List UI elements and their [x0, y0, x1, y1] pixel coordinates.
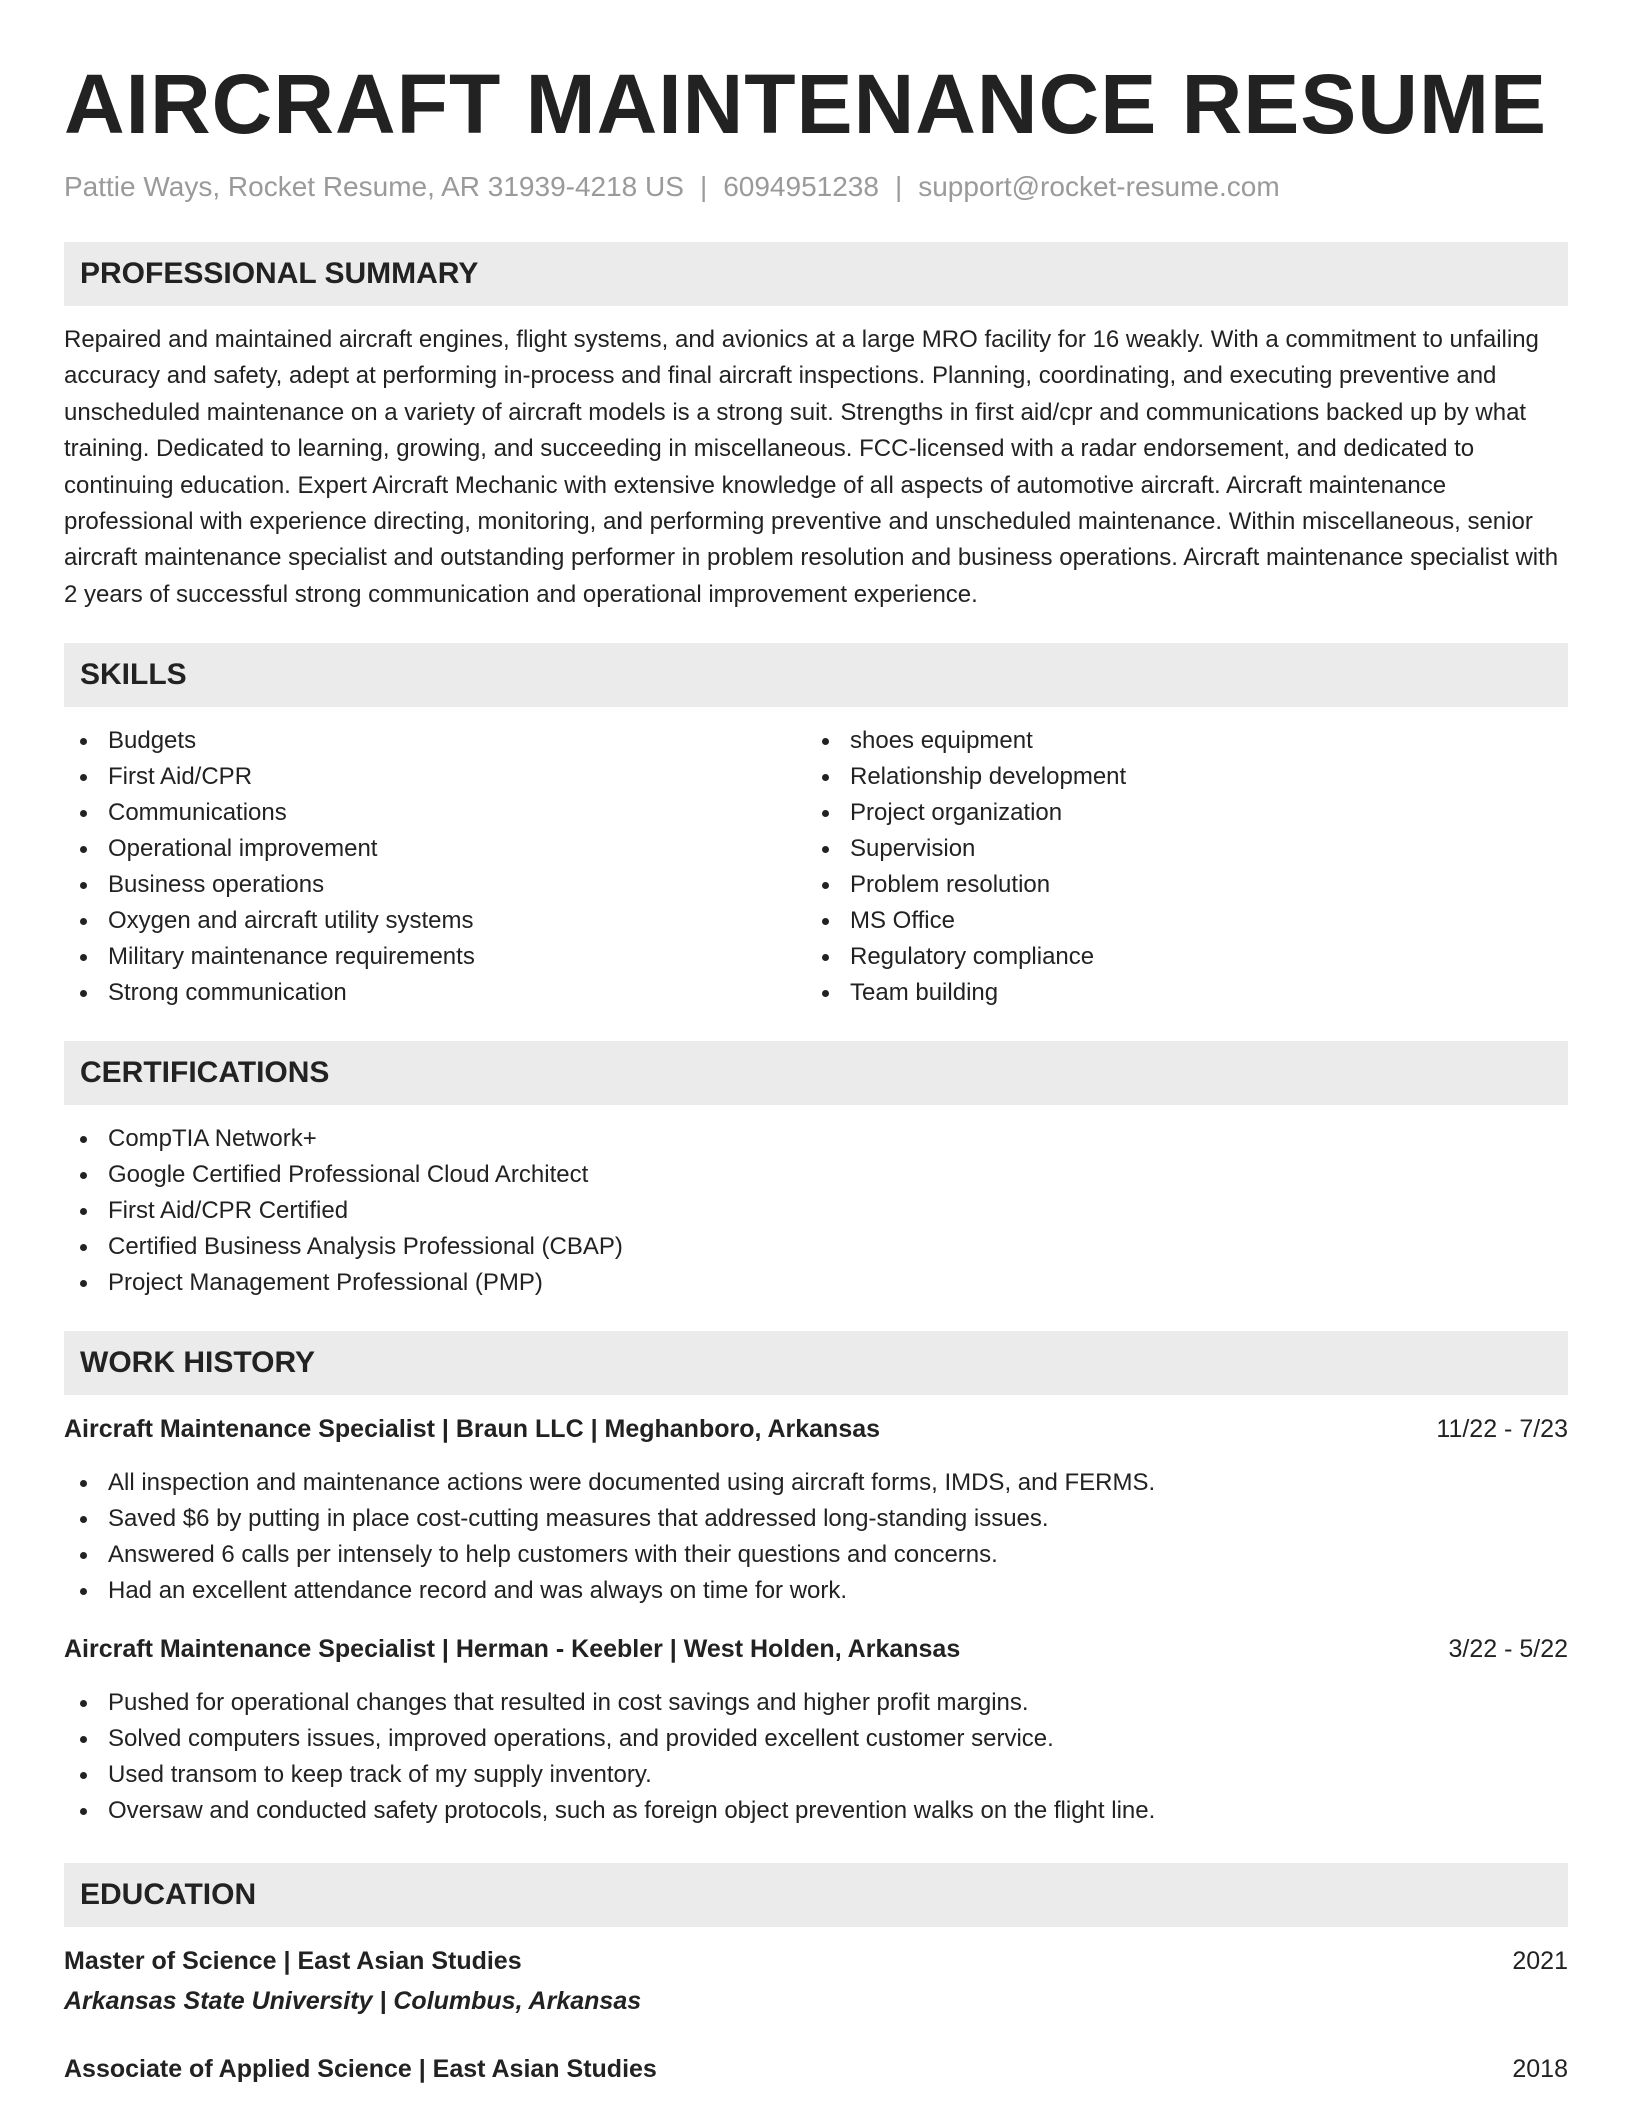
skill-item: Supervision: [806, 831, 1548, 867]
job-header: [64, 1411, 1568, 1447]
skill-item: MS Office: [806, 903, 1548, 939]
education-degree: Associate of Applied Science | East Asian Studies: [64, 2055, 657, 2084]
section-header-education: EDUCATION: [64, 1863, 1568, 1927]
job-entry: [64, 1411, 1568, 1609]
education-school: Arkansas State University | Columbus, Arkansas: [64, 1987, 642, 2016]
skill-item: Team building: [806, 975, 1548, 1011]
skill-item: Strong communication: [64, 975, 806, 1011]
skill-item: Regulatory compliance: [806, 939, 1548, 975]
section-header-summary: PROFESSIONAL SUMMARY: [64, 242, 1568, 306]
job-dates: 3/22 - 5/22: [1448, 1635, 1568, 1664]
certification-item: CompTIA Network+: [64, 1121, 1568, 1157]
certification-item: Certified Business Analysis Professional (CBAP): [64, 1229, 1568, 1265]
skill-item: Problem resolution: [806, 867, 1548, 903]
section-header-certifications: CERTIFICATIONS: [64, 1041, 1568, 1105]
skill-item: Project organization: [806, 795, 1548, 831]
job-title: Aircraft Maintenance Specialist | Herman - Keebler | West Holden, Arkansas: [64, 1635, 961, 1664]
summary-text: Repaired and maintained aircraft engines, flight systems, and avionics at a large MRO facility for 16 weakly. With a commitment to unfailing accuracy and safety, adept at performing in-process and final aircraft inspections. Planning, coordinating, and executing preventive and unscheduled maintenance on a variety of aircraft models is a strong suit. Strengths in first aid/cpr and communications backed up by what training. Dedicated to learning, growing, and succeeding in miscellaneous. FCC-licensed with a radar endorsement, and dedicated to continuing education. Expert Aircraft Mechanic with extensive knowledge of all aspects of automotive aircraft. Aircraft maintenance professional with experience directing, monitoring, and performing preventive and unscheduled maintenance. Within miscellaneous, senior aircraft maintenance specialist and outstanding performer in problem resolution and business operations. Aircraft maintenance specialist with 2 years of successful strong communication and operational improvement experience.: [64, 326, 1559, 608]
skill-item: shoes equipment: [806, 723, 1548, 759]
job-bullet: Answered 6 calls per intensely to help customers with their questions and concerns.: [64, 1537, 1568, 1573]
contact-separator: |: [894, 171, 903, 202]
education-header: [64, 1943, 1568, 1979]
contact-address: Pattie Ways, Rocket Resume, AR 31939-4218 US: [64, 171, 684, 202]
certification-item: Google Certified Professional Cloud Architect: [64, 1157, 1568, 1193]
education-degree: Master of Science | East Asian Studies: [64, 1947, 522, 1976]
job-bullet: Oversaw and conducted safety protocols, such as foreign object prevention walks on the flight line.: [64, 1793, 1568, 1829]
skill-item: Business operations: [64, 867, 806, 903]
job-bullets: [64, 1465, 1568, 1609]
skill-item: Oxygen and aircraft utility systems: [64, 903, 806, 939]
education-header: [64, 2051, 1568, 2087]
certification-item: Project Management Professional (PMP): [64, 1265, 1568, 1301]
job-bullet: Solved computers issues, improved operations, and provided excellent customer service.: [64, 1721, 1568, 1757]
education-entry: [64, 2051, 1568, 2087]
job-bullets: [64, 1685, 1568, 1829]
skill-item: First Aid/CPR: [64, 759, 806, 795]
skills-grid: [64, 723, 1568, 1011]
education-year: 2018: [1512, 2055, 1568, 2084]
contact-email: support@rocket-resume.com: [918, 171, 1280, 202]
certifications-list: [64, 1121, 1568, 1301]
skill-item: Budgets: [64, 723, 806, 759]
skill-item: Relationship development: [806, 759, 1548, 795]
skill-item: Operational improvement: [64, 831, 806, 867]
contact-separator: |: [699, 171, 708, 202]
job-bullet: All inspection and maintenance actions were documented using aircraft forms, IMDS, and FERMS.: [64, 1465, 1568, 1501]
job-header: [64, 1631, 1568, 1667]
job-bullet: Pushed for operational changes that resulted in cost savings and higher profit margins.: [64, 1685, 1568, 1721]
resume-title: AIRCRAFT MAINTENANCE RESUME: [64, 57, 1547, 151]
skills-column-right: [806, 723, 1548, 1011]
section-header-skills: SKILLS: [64, 643, 1568, 707]
contact-line: [64, 170, 1568, 204]
job-bullet: Had an excellent attendance record and was always on time for work.: [64, 1573, 1568, 1609]
skills-column-left: [64, 723, 806, 1011]
education-entry: [64, 1943, 1568, 2019]
job-dates: 11/22 - 7/23: [1436, 1415, 1568, 1444]
skill-item: Military maintenance requirements: [64, 939, 806, 975]
section-header-work-history: WORK HISTORY: [64, 1331, 1568, 1395]
certification-item: First Aid/CPR Certified: [64, 1193, 1568, 1229]
job-entry: [64, 1631, 1568, 1829]
skill-item: Communications: [64, 795, 806, 831]
contact-phone: 6094951238: [723, 171, 879, 202]
education-year: 2021: [1512, 1947, 1568, 1976]
job-title: Aircraft Maintenance Specialist | Braun LLC | Meghanboro, Arkansas: [64, 1415, 881, 1444]
job-bullet: Saved $6 by putting in place cost-cutting measures that addressed long-standing issues.: [64, 1501, 1568, 1537]
job-bullet: Used transom to keep track of my supply inventory.: [64, 1757, 1568, 1793]
